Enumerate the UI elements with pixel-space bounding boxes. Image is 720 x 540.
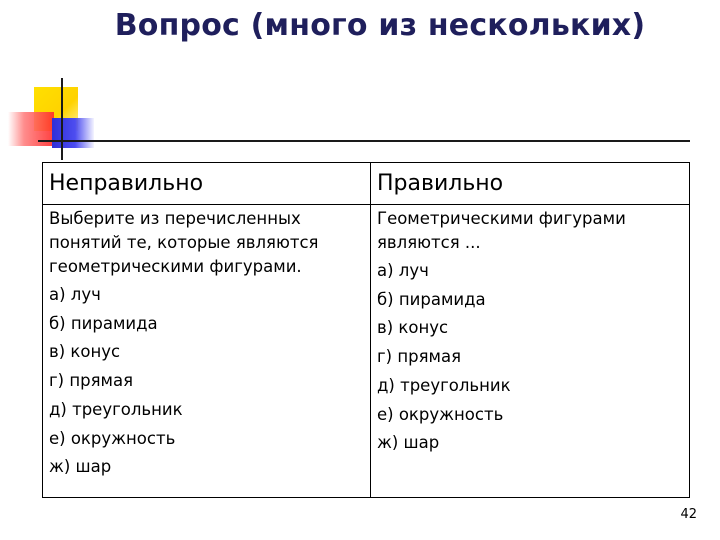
right-option: а) луч bbox=[377, 261, 429, 280]
slide-title: Вопрос (много из нескольких) bbox=[114, 8, 646, 43]
wrong-option: ж) шар bbox=[49, 457, 112, 477]
page-number: 42 bbox=[680, 507, 697, 522]
comparison-table bbox=[42, 162, 690, 498]
right-option: д) треугольник bbox=[377, 375, 511, 395]
right-option: ж) шар bbox=[377, 433, 440, 453]
decor-vertical-line bbox=[61, 78, 63, 160]
right-example bbox=[371, 205, 689, 497]
wrong-option: в) конус bbox=[49, 342, 121, 362]
right-option: б) пирамида bbox=[377, 289, 486, 309]
wrong-option: д) треугольник bbox=[49, 399, 183, 419]
right-option: в) конус bbox=[377, 318, 449, 338]
wrong-option: г) прямая bbox=[49, 371, 134, 391]
wrong-option: а) луч bbox=[49, 285, 101, 304]
right-option: е) окружность bbox=[377, 404, 504, 424]
right-question: Геометрическими фигурами являются ... bbox=[377, 209, 626, 252]
wrong-example bbox=[43, 205, 371, 497]
decor-blue-square bbox=[52, 118, 94, 148]
header-wrong: Неправильно bbox=[43, 163, 371, 205]
title-divider-line bbox=[38, 140, 690, 142]
right-option: г) прямая bbox=[377, 347, 462, 367]
wrong-option: б) пирамида bbox=[49, 313, 158, 333]
wrong-question: Выберите из перечисленных понятий те, которые являются геометрическими фигурами. bbox=[49, 209, 319, 276]
wrong-option: е) окружность bbox=[49, 428, 176, 448]
header-right: Правильно bbox=[371, 163, 689, 205]
